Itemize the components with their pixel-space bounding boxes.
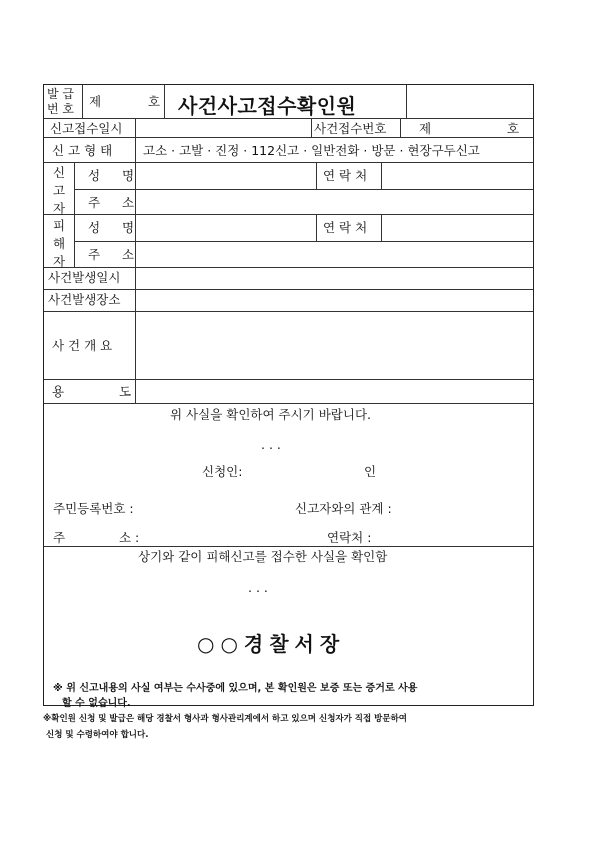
col-divider <box>74 162 75 267</box>
victim-name-label: 성 명 <box>88 220 144 235</box>
victim-contact-label: 연 락 처 <box>323 220 368 235</box>
issue-no-label: 발 급 <box>47 87 74 101</box>
col-divider <box>406 85 407 118</box>
row-divider <box>44 214 533 215</box>
received-number-label: 사건접수번호 <box>314 121 387 136</box>
reporter-label: 자 <box>53 201 66 216</box>
applicant-contact-label: 연락처 : <box>327 530 372 545</box>
row-divider <box>44 162 533 163</box>
row-divider <box>44 546 533 547</box>
row-divider <box>44 379 533 380</box>
issue-no-suffix: 호 <box>148 94 161 109</box>
page-title: 사건사고접수확인원 <box>178 94 357 118</box>
footnote: 신청 및 수령하여야 합니다. <box>46 730 149 740</box>
col-divider <box>316 214 317 241</box>
report-type-label: 신 고 형 태 <box>52 143 113 158</box>
seal-label: 인 <box>364 464 377 479</box>
col-divider <box>164 85 165 118</box>
rrn-label: 주민등록번호 : <box>53 501 134 516</box>
col-divider <box>381 162 382 189</box>
col-divider <box>82 85 83 118</box>
received-number-prefix: 제 <box>419 121 432 136</box>
row-divider <box>44 403 533 404</box>
col-divider <box>381 214 382 241</box>
relation-label: 신고자와의 관계 : <box>295 501 392 516</box>
reporter-contact-label: 연 락 처 <box>323 168 368 183</box>
reporter-address-label: 주 소 <box>88 195 144 210</box>
confirm-note-clip <box>44 691 533 709</box>
police-station-name: ○○경찰서장 <box>197 632 346 656</box>
row-divider <box>44 137 533 138</box>
incident-place-label: 사건발생장소 <box>48 292 121 307</box>
applicant-address-label: 주 <box>53 530 66 545</box>
row-divider <box>44 289 533 290</box>
confirm-text: 상기와 같이 피해신고를 접수한 사실을 확인함 <box>138 549 388 564</box>
col-divider <box>135 118 136 137</box>
confirm-note: 할 수 없습니다. <box>62 698 131 709</box>
reporter-label: 신 <box>53 165 66 180</box>
request-text: 위 사실을 확인하여 주시기 바랍니다. <box>170 407 371 422</box>
row-divider <box>44 267 533 268</box>
applicant-label: 신청인: <box>202 464 243 479</box>
row-divider <box>74 189 533 190</box>
confirm-date: . . . <box>248 580 268 595</box>
incident-datetime-label: 사건발생일시 <box>48 270 121 285</box>
row-divider <box>74 241 533 242</box>
victim-address-label: 주 소 <box>88 247 144 262</box>
issue-no-label: 번 호 <box>47 102 74 116</box>
confirm-note: ※ 위 신고내용의 사실 여부는 수사중에 있으며, 본 확인원은 보증 또는 증거로 사용 <box>53 683 418 694</box>
row-divider <box>44 311 533 312</box>
report-type-options: 고소 · 고발 · 진정 · 112신고 · 일반전화 · 방문 · 현장구두신고 <box>143 143 480 158</box>
request-date: . . . <box>261 437 281 452</box>
purpose-label: 용 <box>52 384 65 399</box>
victim-label: 자 <box>53 254 66 269</box>
issue-no-prefix: 제 <box>89 94 102 109</box>
received-datetime-label: 신고접수일시 <box>50 121 123 136</box>
summary-label: 사 건 개 요 <box>52 338 113 353</box>
footnote: ※확인원 신청 및 발급은 해당 경찰서 형사과 형사관리계에서 하고 있으며 신청자가 직접 방문하여 <box>43 714 408 724</box>
victim-label: 해 <box>53 236 66 251</box>
col-divider <box>311 118 312 137</box>
col-divider <box>400 118 401 137</box>
form-table <box>43 84 534 709</box>
col-divider <box>316 162 317 189</box>
purpose-label: 도 <box>119 384 132 399</box>
applicant-address-label: 소 : <box>119 530 140 545</box>
col-divider <box>135 137 136 162</box>
reporter-name-label: 성 명 <box>88 168 144 183</box>
reporter-label: 고 <box>53 183 66 198</box>
received-number-suffix: 호 <box>507 121 520 136</box>
victim-label: 피 <box>53 218 66 233</box>
